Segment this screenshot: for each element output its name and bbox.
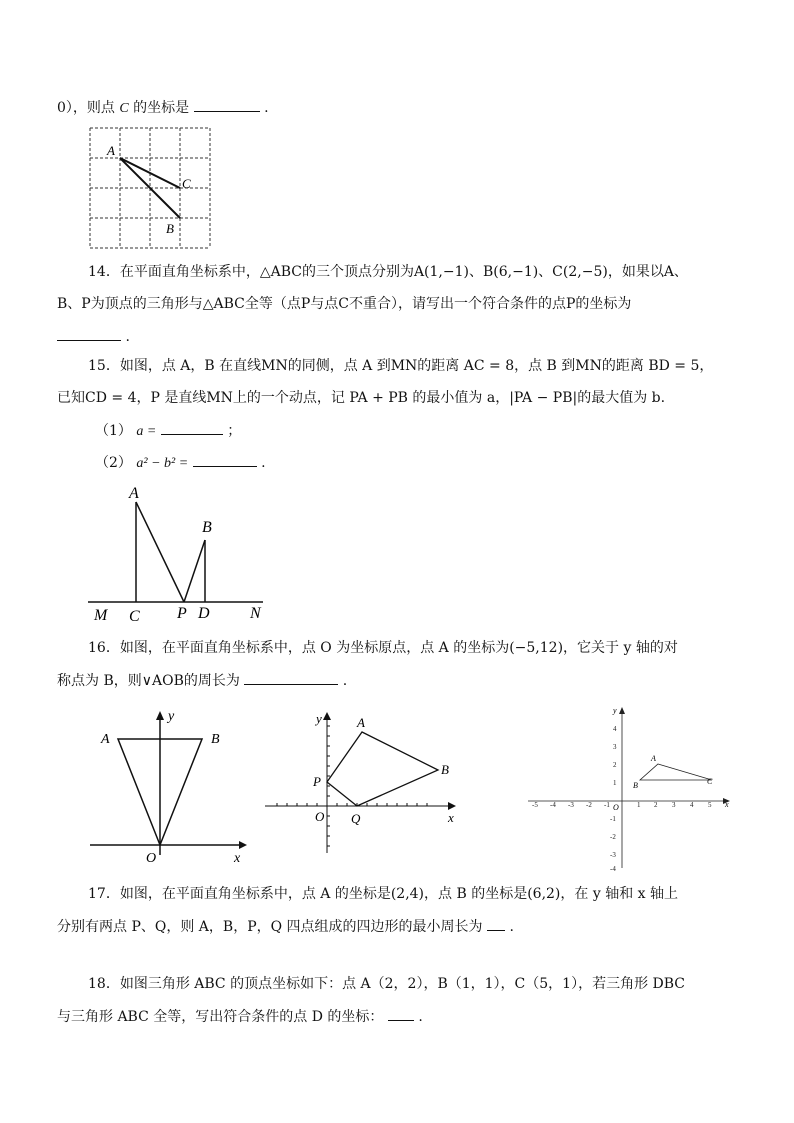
q18-figure — [525, 706, 740, 871]
label-c: C — [129, 608, 140, 625]
x-tick-label: -3 — [568, 801, 574, 809]
label-b: B — [166, 221, 174, 236]
answer-blank — [57, 326, 121, 341]
label-q: Q — [351, 811, 361, 826]
q16-line1: 16．如图，在平面直角坐标系中，点 O 为坐标原点，点 A 的坐标为(−5,12)，它关于 y 轴的对 — [88, 640, 678, 656]
q14-line2: B、P为顶点的三角形与△ABC全等（点P与点C不重合），请写出一个符合条件的点P的坐标为 — [57, 296, 632, 312]
q17-figure — [260, 708, 465, 858]
q15-line1: 15．如图，点 A，B 在直线MN的同侧，点 A 到MN的距离 AC = 8，点 B 到MN的距离 BD = 5， — [88, 358, 714, 374]
label-a: A — [101, 732, 110, 747]
x-tick-label: 4 — [690, 801, 694, 809]
q16-figure — [85, 705, 255, 870]
label-p: P — [313, 774, 321, 789]
y-tick-label: 1 — [613, 779, 617, 787]
q18-line1: 18．如图三角形 ABC 的顶点坐标如下：点 A（2，2），B（1，1），C（5，1），若三角形 DBC — [88, 976, 686, 992]
segment-pb — [184, 540, 205, 602]
x-axis-arrow-icon — [239, 841, 247, 849]
y-tick-label: 2 — [613, 761, 617, 769]
x-tick-label: 1 — [637, 801, 641, 809]
segment-ap — [136, 502, 184, 602]
answer-blank — [487, 916, 505, 931]
y-tick-label: -2 — [610, 833, 616, 841]
label-a: A — [107, 143, 115, 158]
label-y: y — [613, 706, 617, 715]
q16-line2: 称点为 B，则∨AOB的周长为 . — [57, 670, 347, 691]
label-n: N — [250, 605, 261, 622]
q14-line3: . — [57, 326, 130, 347]
x-axis-arrow-icon — [448, 802, 456, 810]
q17-line2: 分别有两点 P、Q，则 A，B，P，Q 四点组成的四边形的最小周长为 . — [57, 916, 514, 937]
y-tick-label: -4 — [610, 865, 616, 873]
label-m: M — [94, 607, 108, 624]
q15-sub1: （1） a = ； — [95, 420, 241, 442]
label-o: O — [315, 809, 325, 824]
label-x: x — [725, 800, 729, 809]
label-x: x — [234, 851, 241, 866]
y-tick-label: 4 — [613, 725, 617, 733]
label-b: B — [211, 732, 220, 747]
label-y: y — [168, 709, 175, 724]
quadrilateral-apqb — [327, 732, 438, 806]
label-a: A — [651, 754, 656, 763]
label-a: A — [357, 715, 365, 730]
label-p: P — [177, 605, 187, 622]
label-c: C — [707, 777, 713, 786]
q13-grid-figure — [85, 125, 215, 250]
x-tick-label: 5 — [708, 801, 712, 809]
answer-blank — [161, 420, 223, 435]
x-tick-label: -5 — [532, 801, 538, 809]
label-x: x — [448, 810, 454, 825]
label-a: A — [129, 485, 139, 502]
y-tick-label: -1 — [610, 815, 616, 823]
x-tick-label: 3 — [672, 801, 676, 809]
y-tick-label: -3 — [610, 851, 616, 859]
label-o: O — [146, 851, 157, 866]
y-axis-arrow-icon — [323, 712, 331, 720]
answer-blank — [244, 670, 338, 685]
x-tick-label: -1 — [604, 801, 610, 809]
label-c: C — [182, 176, 191, 191]
y-axis-arrow-icon — [156, 711, 164, 720]
q15-sub2: （2） a² − b² = . — [95, 452, 266, 474]
x-tick-label: 2 — [654, 801, 658, 809]
y-tick-labels — [610, 725, 617, 873]
x-tick-label: -4 — [550, 801, 556, 809]
y-axis-arrow-icon — [619, 707, 625, 714]
q17-line1: 17．如图，在平面直角坐标系中，点 A 的坐标是(2,4)，点 B 的坐标是(6,2)，在 y 轴和 x 轴上 — [88, 886, 678, 902]
answer-blank — [388, 1006, 414, 1021]
q15-figure — [88, 482, 268, 625]
label-b: B — [441, 762, 449, 777]
x-tick-label: -2 — [586, 801, 592, 809]
answer-blank — [194, 97, 260, 112]
q15-line2: 已知CD = 4，P 是直线MN上的一个动点，记 PA + PB 的最小值为 a，|PA − PB|的最大值为 b. — [57, 390, 666, 406]
y-tick-label: 3 — [613, 743, 617, 751]
q14-line1: 14．在平面直角坐标系中，△ABC的三个顶点分别为A(1,−1)、B(6,−1)、C(2,−5)，如果以A、 — [88, 264, 688, 280]
label-y: y — [316, 711, 322, 726]
q18-line2: 与三角形 ABC 全等，写出符合条件的点 D 的坐标： . — [57, 1006, 423, 1027]
q13-text: 0），则点 C 的坐标是 . — [57, 97, 269, 119]
label-d: D — [198, 605, 210, 622]
answer-blank — [193, 452, 257, 467]
triangle-abc — [640, 764, 712, 780]
label-b: B — [633, 781, 638, 790]
label-b: B — [202, 519, 212, 536]
label-o: O — [613, 803, 619, 812]
